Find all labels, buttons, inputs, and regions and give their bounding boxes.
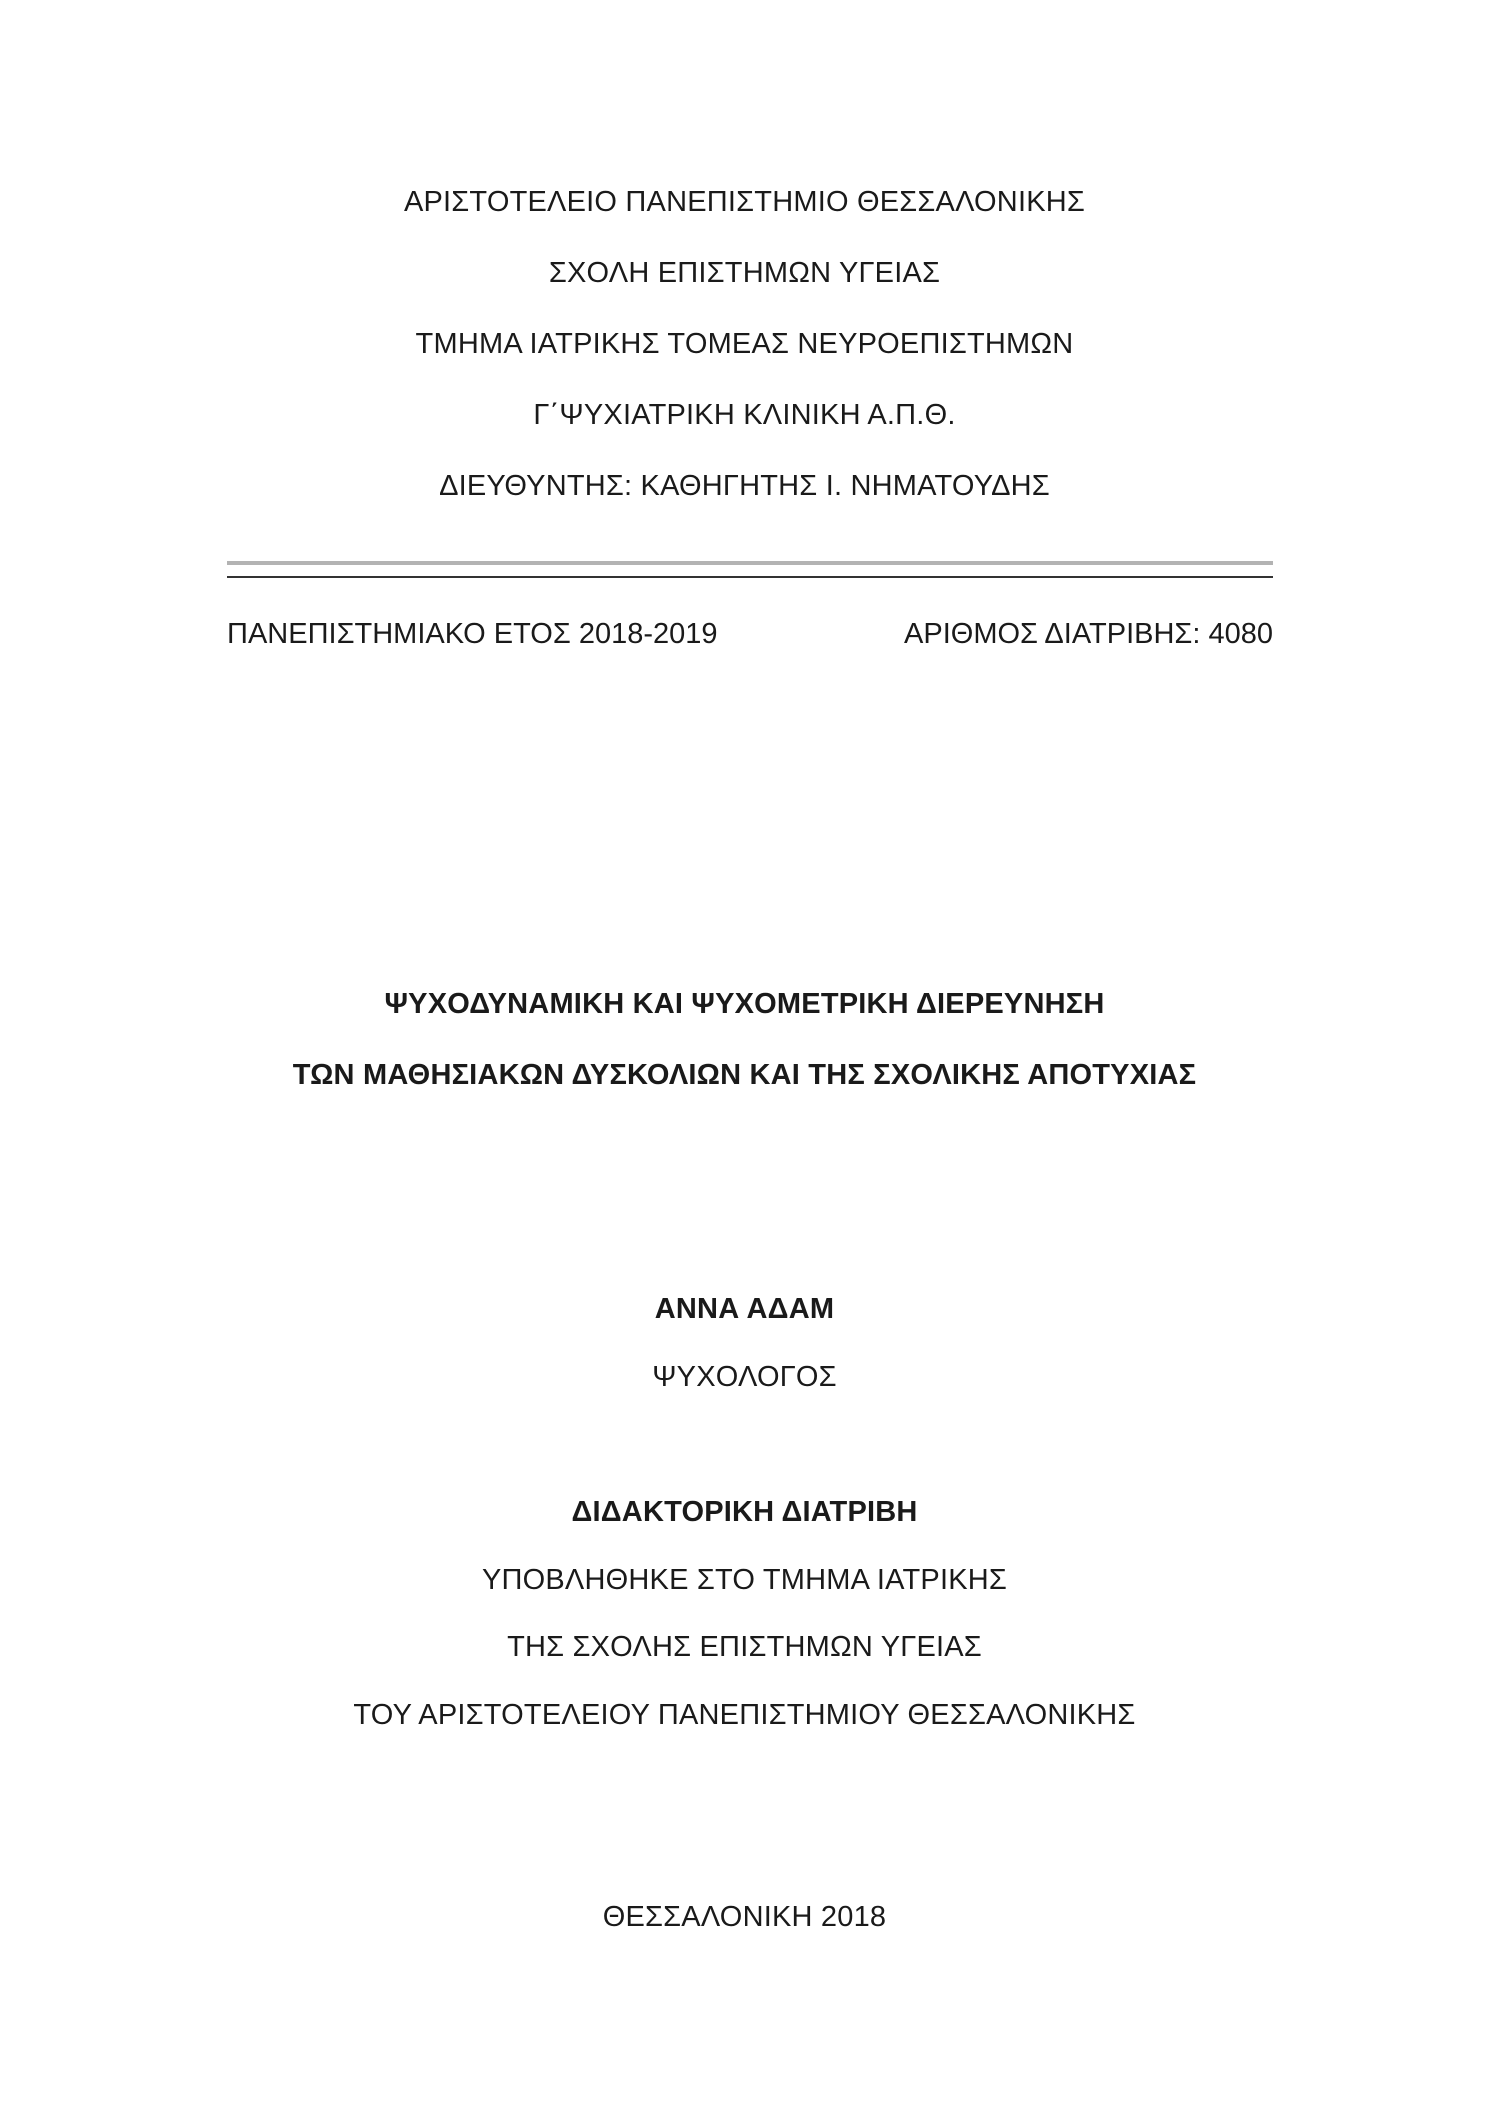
department-name: ΤΜΗΜΑ ΙΑΤΡΙΚΗΣ ΤΟΜΕΑΣ ΝΕΥΡΟΕΠΙΣΤΗΜΩΝ	[415, 328, 1074, 360]
submission-line-2: ΤΗΣ ΣΧΟΛΗΣ ΕΠΙΣΤΗΜΩΝ ΥΓΕΙΑΣ	[507, 1631, 982, 1663]
thesis-title-line-2: ΤΩΝ ΜΑΘΗΣΙΑΚΩΝ ΔΥΣΚΟΛΙΩΝ ΚΑΙ ΤΗΣ ΣΧΟΛΙΚΗΣ ΑΠΟΤΥΧΙΑΣ	[292, 1059, 1197, 1091]
university-name: ΑΡΙΣΤΟΤΕΛΕΙΟ ΠΑΝΕΠΙΣΤΗΜΙΟ ΘΕΣΣΑΛΟΝΙΚΗΣ	[403, 186, 1086, 218]
author-profession: ΨΥΧΟΛΟΓΟΣ	[652, 1361, 837, 1393]
header-divider-black	[227, 576, 1273, 578]
place-date: ΘΕΣΣΑΛΟΝΙΚΗ 2018	[602, 1901, 887, 1933]
director-line: ΔΙΕΥΘΥΝΤΗΣ: ΚΑΘΗΓΗΤΗΣ Ι. ΝΗΜΑΤΟΥΔΗΣ	[439, 470, 1050, 502]
academic-year: ΠΑΝΕΠΙΣΤΗΜΙΑΚΟ ΕΤΟΣ 2018-2019	[227, 618, 718, 650]
header-divider-gray	[227, 561, 1273, 565]
submission-line-1: ΥΠΟΒΛΗΘΗΚΕ ΣΤΟ ΤΜΗΜΑ ΙΑΤΡΙΚΗΣ	[481, 1564, 1008, 1596]
thesis-type: ΔΙΔΑΚΤΟΡΙΚΗ ΔΙΑΤΡΙΒΗ	[571, 1496, 918, 1528]
author-name: ΑΝΝΑ ΑΔΑΜ	[654, 1293, 835, 1325]
submission-line-3: ΤΟΥ ΑΡΙΣΤΟΤΕΛΕΙΟΥ ΠΑΝΕΠΙΣΤΗΜΙΟΥ ΘΕΣΣΑΛΟΝΙΚΗΣ	[353, 1699, 1136, 1731]
clinic-name: Γ΄ΨΥΧΙΑΤΡΙΚΗ ΚΛΙΝΙΚΗ Α.Π.Θ.	[533, 399, 956, 431]
thesis-number: ΑΡΙΘΜΟΣ ΔΙΑΤΡΙΒΗΣ: 4080	[904, 618, 1273, 650]
thesis-title-line-1: ΨΥΧΟΔΥΝΑΜΙΚΗ ΚΑΙ ΨΥΧΟΜΕΤΡΙΚΗ ΔΙΕΡΕΥΝΗΣΗ	[384, 988, 1105, 1020]
school-name: ΣΧΟΛΗ ΕΠΙΣΤΗΜΩΝ ΥΓΕΙΑΣ	[548, 257, 941, 289]
